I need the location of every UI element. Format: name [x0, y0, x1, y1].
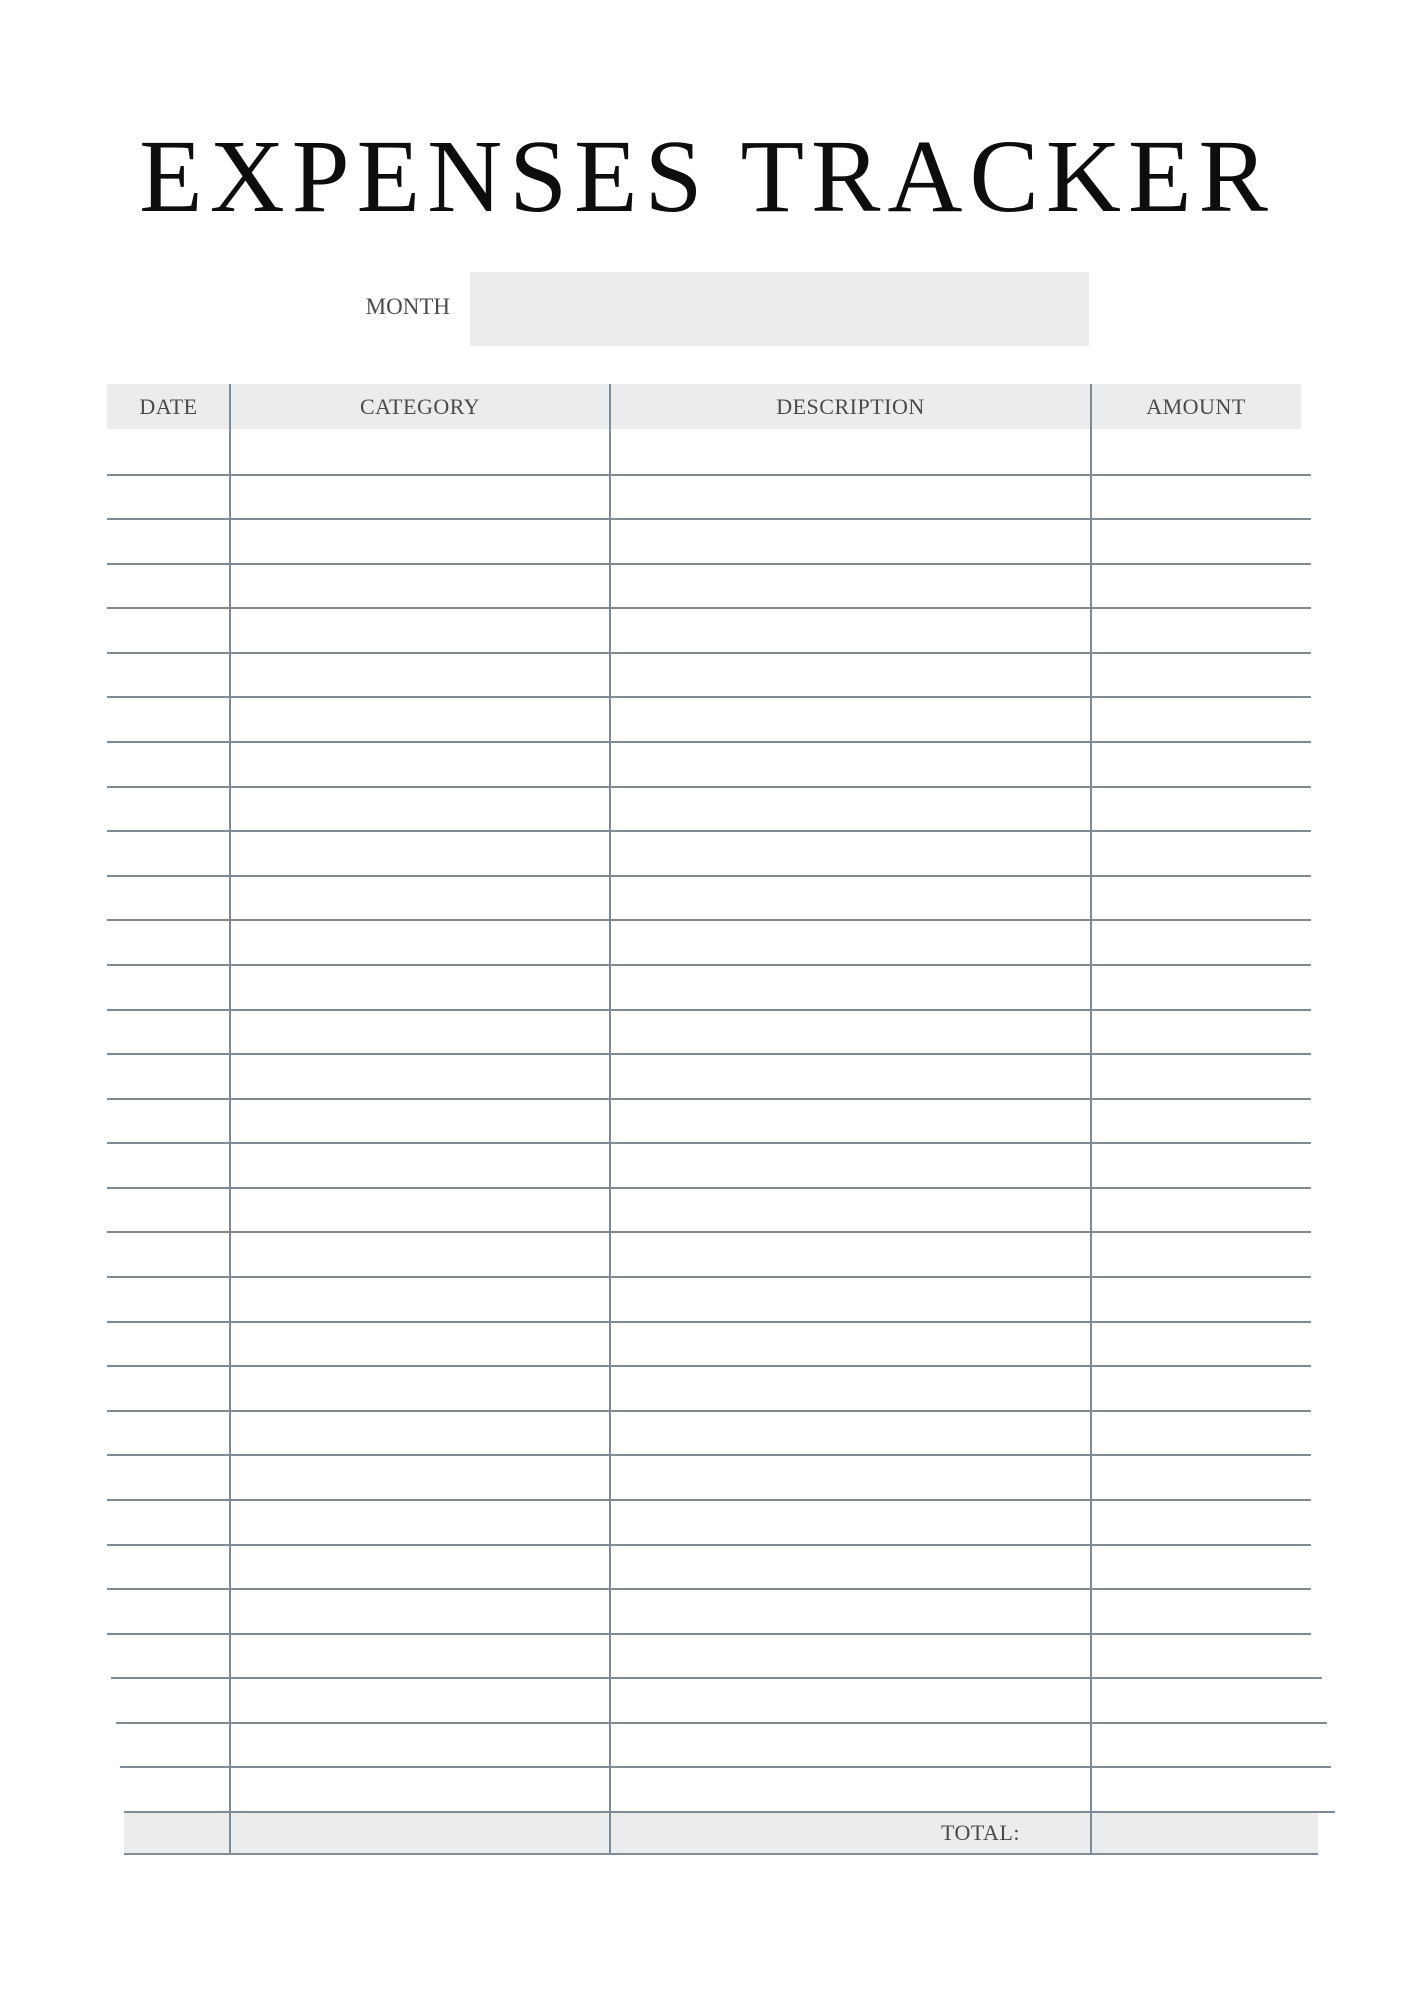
total-label: TOTAL:: [940, 1820, 1020, 1845]
month-label: MONTH: [365, 294, 450, 319]
table-row[interactable]: [107, 563, 1311, 608]
table-row[interactable]: [107, 1722, 1311, 1767]
column-divider: [229, 384, 231, 1854]
table-row[interactable]: [107, 1231, 1311, 1276]
table-row[interactable]: [107, 1588, 1311, 1633]
table-row[interactable]: [107, 607, 1311, 652]
table-row[interactable]: [107, 1098, 1311, 1143]
table-row[interactable]: [107, 741, 1311, 786]
table-row[interactable]: [107, 518, 1311, 563]
page-title: EXPENSES TRACKER: [139, 119, 1275, 234]
table-row[interactable]: [107, 1053, 1311, 1098]
column-header-category: CATEGORY: [359, 394, 481, 419]
table-row[interactable]: [107, 1677, 1311, 1722]
table-row[interactable]: [107, 1544, 1311, 1589]
table-row[interactable]: [107, 1766, 1311, 1811]
table-row[interactable]: [107, 1365, 1311, 1410]
table-row[interactable]: [107, 1276, 1311, 1321]
column-header-description: DESCRIPTION: [776, 394, 925, 419]
table-row[interactable]: [107, 696, 1311, 741]
column-header-amount: AMOUNT: [1146, 394, 1246, 419]
total-value-cell[interactable]: [1085, 1811, 1318, 1854]
table-row[interactable]: [107, 474, 1311, 519]
table-row[interactable]: [107, 830, 1311, 875]
table-row[interactable]: [107, 919, 1311, 964]
table-row[interactable]: [107, 1499, 1311, 1544]
column-header-date: DATE: [139, 394, 198, 419]
table-row[interactable]: [107, 1321, 1311, 1366]
table-row[interactable]: [107, 1009, 1311, 1054]
column-divider: [609, 384, 611, 1854]
table-row[interactable]: [107, 1187, 1311, 1232]
table-row[interactable]: [107, 1142, 1311, 1187]
column-divider: [1090, 384, 1092, 1854]
table-row[interactable]: [107, 875, 1311, 920]
table-row[interactable]: [107, 964, 1311, 1009]
table-row[interactable]: [107, 1410, 1311, 1455]
table-row[interactable]: [107, 429, 1311, 474]
table-row[interactable]: [107, 652, 1311, 697]
table-row[interactable]: [107, 1454, 1311, 1499]
table-row[interactable]: [107, 786, 1311, 831]
table-row[interactable]: [107, 1633, 1311, 1678]
